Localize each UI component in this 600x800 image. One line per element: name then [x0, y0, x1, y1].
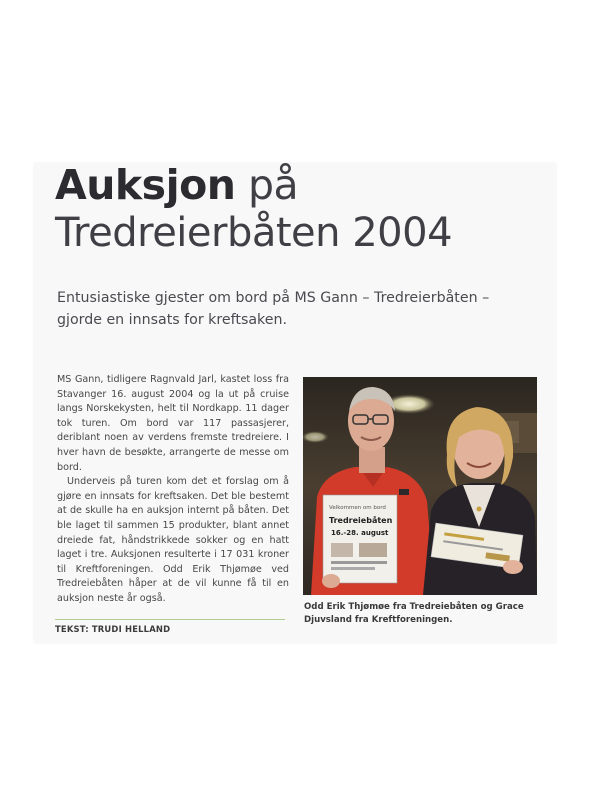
article-title: [55, 161, 555, 257]
poster-title: Tredreiebåten: [329, 516, 393, 525]
title-line-2: Tredreierbåten 2004: [55, 210, 453, 256]
byline-divider: [55, 619, 285, 620]
article-body: [57, 373, 289, 607]
poster-dates: 16.-28. august: [331, 529, 389, 537]
title-bold-word: Auksjon: [55, 161, 236, 209]
body-paragraph-2: Underveis på turen kom det et forslag om å gjøre en innsats for kreftsaken. Det ble bestemt at de skulle ha en auksjon internt på båten. Det ble laget til sammen 15 produkter, blant annet dreiede fat, håndstrikkede sokker og en hatt laget i tre. Auksjonen resulterte i 17 031 kroner til Kreftforeningen. Odd Erik Thjømøe ved Tredreiebåten håper at de vil kunne få til en auksjon neste år også.: [57, 476, 289, 604]
body-paragraph-1: MS Gann, tidligere Ragnvald Jarl, kastet loss fra Stavanger 16. august 2004 og la ut på cruise langs Norskekysten, helt til Nordkapp. 11 dager tok turen. Om bord var 117 passasjerer, deriblant noen av verdens fremste tredreiere. I hver havn de besøkte, arrangerte de messe om bord.: [57, 374, 289, 473]
poster-top-text: Velkommen om bord: [329, 505, 386, 511]
poster: [322, 495, 397, 588]
article-lead: Entusiastiske gjester om bord på MS Gann – Tredreierbåten – gjorde en innsats for kreftsaken.: [57, 290, 490, 328]
article-byline: TEKST: TRUDI HELLAND: [55, 624, 171, 634]
photo-caption: Odd Erik Thjømøe fra Tredreiebåten og Grace Djuvsland fra Kreftforeningen.: [304, 602, 524, 626]
title-rest: på: [235, 161, 299, 209]
article-photo: [303, 377, 537, 595]
photo-illustration: [303, 377, 537, 595]
